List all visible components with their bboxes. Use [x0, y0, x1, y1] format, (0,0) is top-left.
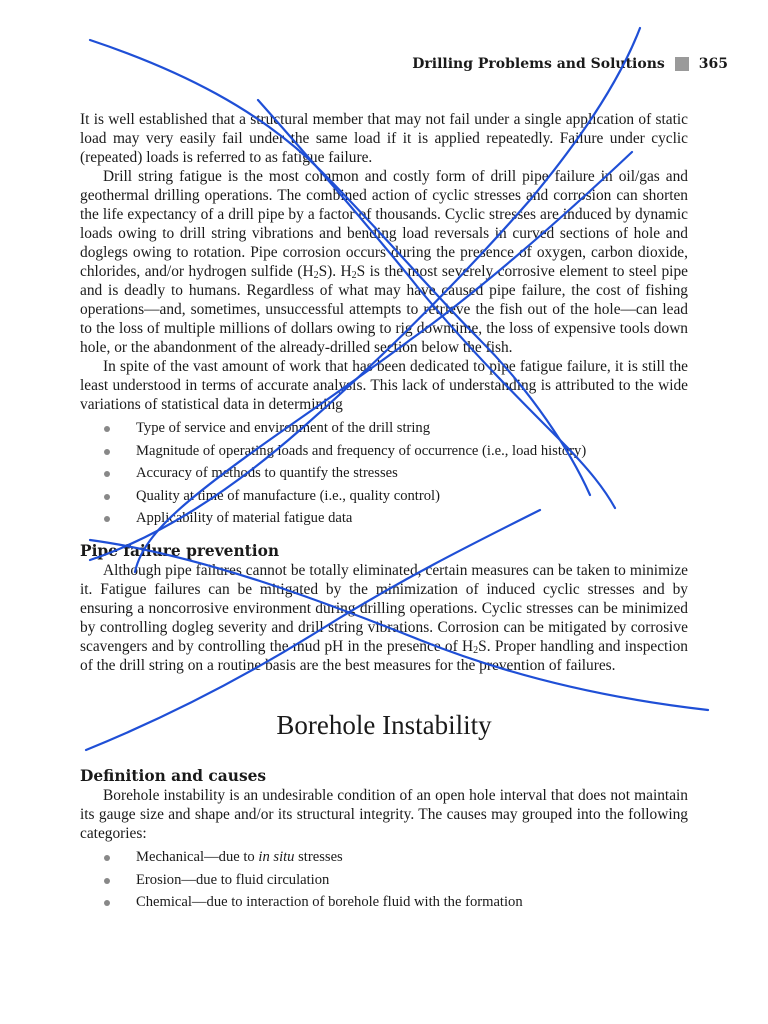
list-item: Chemical—due to interaction of borehole fluid with the formation: [80, 891, 688, 914]
list-item: Magnitude of operating loads and frequency of occurrence (i.e., load history): [80, 440, 688, 463]
fatigue-factors-list: [80, 417, 688, 530]
bullet-icon: [104, 516, 110, 522]
list-item: Quality at time of manufacture (i.e., quality control): [80, 485, 688, 508]
list-item: Accuracy of methods to quantify the stresses: [80, 462, 688, 485]
running-title: Drilling Problems and Solutions: [412, 56, 665, 72]
paragraph-fatigue-understanding: In spite of the vast amount of work that has been dedicated to pipe fatigue failure, it is still the least understood in terms of accurate analysis. This lack of understanding is attributed to the wide variations of statistical data in determining: [80, 358, 688, 413]
bullet-icon: [104, 855, 110, 861]
bullet-icon: [104, 426, 110, 432]
page-number: 365: [698, 56, 728, 72]
list-item: Type of service and environment of the drill string: [80, 417, 688, 440]
section-title: Borehole Instability: [276, 709, 492, 740]
list-item: Mechanical—due to in situ stresses: [80, 846, 688, 869]
instability-causes-list: [80, 846, 688, 914]
list-item: Erosion—due to fluid circulation: [80, 869, 688, 892]
bullet-icon: [104, 494, 110, 500]
subhead-pipe-failure-prevention: Pipe failure prevention: [80, 541, 280, 560]
list-item: Applicability of material fatigue data: [80, 507, 688, 530]
header-square-icon: [675, 57, 689, 71]
bullet-icon: [104, 900, 110, 906]
page-body: [80, 110, 688, 914]
paragraph-pipe-failure-prevention: Although pipe failures cannot be totally eliminated, certain measures can be taken to minimize it. Fatigue failures can be mitigated by the minimization of induced cyclic stresses and by ensuring a noncorrosive environment during drilling operations. Cyclic stresses can be minimized by controlling dogleg severity and drill string vibrations. Corrosion can be mitigated by corrosive scavengers and by controlling the mud pH in the presence of $H_2S$. Proper handling and inspection of the drill string on a routine basis are the best measures for the prevention of failures.: [80, 561, 688, 674]
subhead-definition-and-causes: Definition and causes: [80, 766, 267, 785]
bullet-icon: [104, 878, 110, 884]
bullet-icon: [104, 449, 110, 455]
paragraph-fatigue-intro: It is well established that a structural member that may not fail under a single application of static load may very easily fail under the same load if it is applied repeatedly. Failure under cyclic (repeated) loads is referred to as fatigue failure.: [80, 111, 688, 166]
paragraph-drill-string-fatigue: Drill string fatigue is the most common and costly form of drill pipe failure in oil/gas and geothermal drilling operations. The combined action of cyclic stresses and corrosion can shorten the life expectancy of a drill pipe by a factor of thousands. Cyclic stresses are induced by dynamic loads owing to drill string vibrations and bending load reversals in curved sections of hole and doglegs owing to rotation. Pipe corrosion occurs during the presence of oxygen, carbon dioxide, chlorides, and/or hydrogen sulfide $(H_2S)$. $H_2S$ is the most severely corrosive element to steel pipe and is deadly to humans. Regardless of what may have caused pipe failure, the cost of fishing operations—and, sometimes, unsuccessful attempts to retrieve the fish out of the hole—can lead to the loss of multiple millions of dollars owing to rig downtime, the loss of expensive tools down hole, or the abandonment of the already-drilled section below the fish.: [80, 168, 688, 356]
paragraph-borehole-instability-definition: Borehole instability is an undesirable condition of an open hole interval that does not maintain its gauge size and shape and/or its structural integrity. The causes may grouped into the following categories:: [80, 786, 688, 842]
bullet-icon: [104, 471, 110, 477]
running-header: [412, 54, 728, 74]
